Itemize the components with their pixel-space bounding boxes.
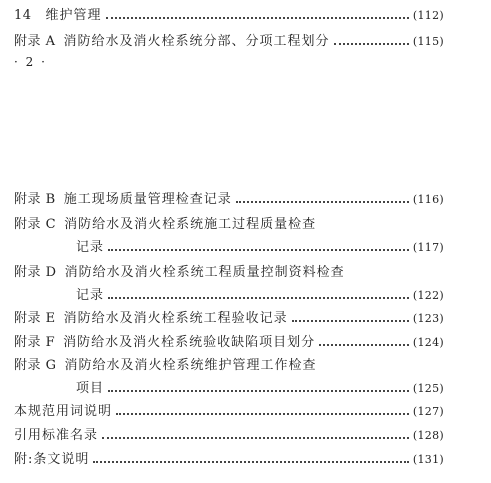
toc-entry-title: 消防给水及消火栓系统维护管理工作检查 [64, 358, 317, 373]
toc-entry-number: 附录 C [14, 217, 57, 232]
toc-entry-appendix-e [14, 307, 444, 327]
toc-entry-number: 附录 A [14, 34, 56, 49]
leader-dots [108, 390, 409, 392]
leader-dots [236, 201, 409, 203]
leader-dots [334, 43, 409, 45]
toc-entry-appendix-d [14, 261, 444, 281]
leader-dots [106, 17, 409, 19]
toc-entry-title: 消防给水及消火栓系统施工过程质量检查 [64, 217, 317, 232]
toc-entry-clause-explanation [14, 448, 444, 468]
toc-entry-title: 消防给水及消火栓系统验收缺陷项目划分 [63, 335, 316, 350]
toc-entry-page: (131) [412, 453, 444, 466]
page-number-marker: · 2 · [14, 55, 47, 69]
toc-entry-title: 附:条文说明 [14, 452, 90, 467]
toc-entry-appendix-c-continued [14, 236, 444, 256]
toc-entry-title: 施工现场质量管理检查记录 [63, 192, 232, 207]
toc-entry-referenced-standards [14, 424, 444, 444]
toc-entry-appendix-g-continued [14, 377, 444, 397]
toc-entry-page: (117) [412, 241, 444, 254]
toc-entry-wording-explanation [14, 400, 444, 420]
toc-entry-page: (128) [412, 429, 444, 442]
toc-entry-title: 消防给水及消火栓系统工程质量控制资料检查 [64, 265, 345, 280]
toc-entry-number: 附录 E [14, 311, 56, 326]
toc-entry-appendix-a [14, 30, 444, 50]
leader-dots [108, 297, 409, 299]
toc-entry-title: 维护管理 [45, 8, 102, 23]
toc-entry-title: 引用标准名录 [14, 428, 99, 443]
toc-entry-page: (116) [412, 193, 444, 206]
leader-dots [116, 413, 409, 415]
leader-dots [93, 461, 409, 463]
leader-dots [292, 320, 409, 322]
toc-entry-number: 附录 F [14, 335, 56, 350]
toc-entry-appendix-b [14, 188, 444, 208]
toc-entry-title: 消防给水及消火栓系统工程验收记录 [63, 311, 288, 326]
toc-entry-page: (115) [412, 35, 444, 48]
toc-entry-number: 附录 D [14, 265, 57, 280]
leader-dots [108, 249, 409, 251]
toc-entry-chapter-14 [14, 4, 444, 24]
toc-entry-number: 附录 B [14, 192, 56, 207]
leader-dots [102, 437, 409, 439]
toc-entry-page: (127) [412, 405, 444, 418]
toc-entry-title: 记录 [76, 288, 105, 303]
toc-entry-appendix-d-continued [14, 284, 444, 304]
toc-entry-number: 附录 G [14, 358, 57, 373]
toc-entry-number: 14 [14, 8, 32, 23]
toc-entry-page: (123) [412, 312, 444, 325]
leader-dots [319, 344, 409, 346]
toc-entry-title: 项目 [76, 381, 105, 396]
toc-entry-title: 本规范用词说明 [14, 404, 113, 419]
toc-entry-page: (124) [412, 336, 444, 349]
toc-entry-title: 记录 [76, 240, 105, 255]
toc-entry-page: (112) [412, 9, 444, 22]
toc-entry-appendix-g [14, 354, 444, 374]
toc-entry-page: (122) [412, 289, 444, 302]
toc-entry-page: (125) [412, 382, 444, 395]
toc-entry-appendix-f [14, 331, 444, 351]
toc-entry-title: 消防给水及消火栓系统分部、分项工程划分 [63, 34, 330, 49]
toc-entry-appendix-c [14, 213, 444, 233]
